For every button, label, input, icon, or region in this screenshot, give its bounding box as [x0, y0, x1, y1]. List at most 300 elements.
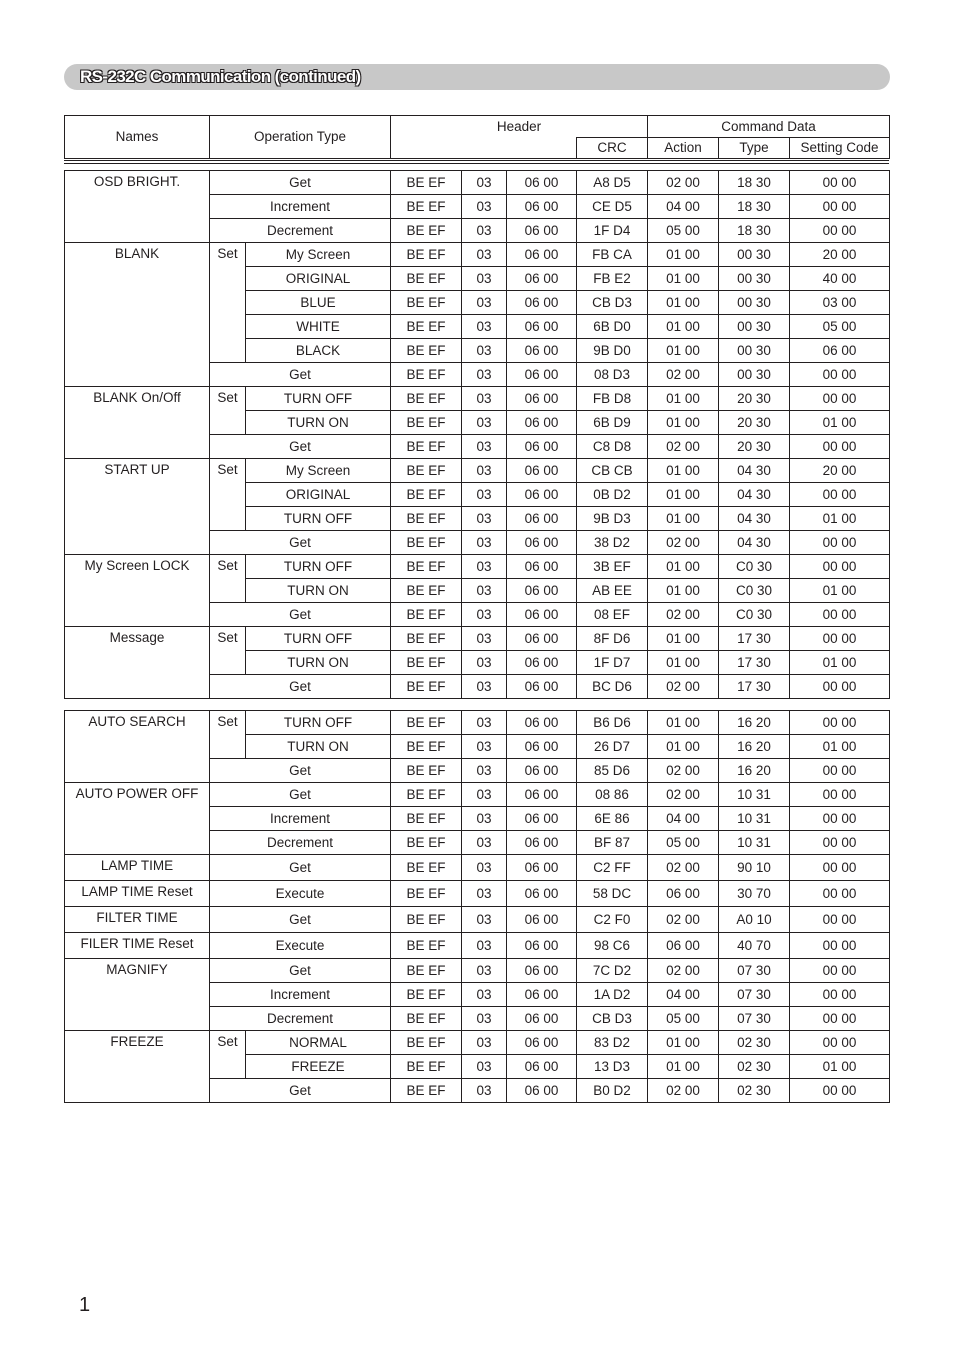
setting-code-cell: 00 00 [790, 933, 890, 959]
section-title: RS-232C Communication (continued) [80, 67, 361, 86]
operation-type-header: Operation Type [210, 116, 391, 159]
type-cell: 10 31 [719, 783, 790, 807]
header-byte-3-cell: 06 00 [507, 219, 577, 243]
type-cell: 18 30 [719, 171, 790, 195]
header-byte-1-cell: BE EF [391, 651, 462, 675]
setting-code-cell: 01 00 [790, 579, 890, 603]
crc-cell: 38 D2 [577, 531, 648, 555]
type-cell: 04 30 [719, 483, 790, 507]
type-cell: 07 30 [719, 959, 790, 983]
header-byte-1-cell: BE EF [391, 1055, 462, 1079]
header-byte-2-cell: 03 [462, 291, 507, 315]
action-cell: 01 00 [648, 651, 719, 675]
crc-cell: FB CA [577, 243, 648, 267]
setting-code-cell: 00 00 [790, 983, 890, 1007]
table-body-1 [65, 171, 890, 699]
table-row [65, 387, 890, 411]
type-cell: C0 30 [719, 555, 790, 579]
crc-cell: BF 87 [577, 831, 648, 855]
command-name-cell: FREEZE [65, 1031, 210, 1103]
setting-code-cell: 00 00 [790, 219, 890, 243]
action-cell: 02 00 [648, 435, 719, 459]
header-byte-1-cell: BE EF [391, 711, 462, 735]
set-label-cell: Set [210, 459, 246, 531]
command-name-cell: MAGNIFY [65, 959, 210, 1031]
sub-operation-cell: TURN ON [246, 651, 391, 675]
header-byte-1-cell: BE EF [391, 1031, 462, 1055]
header-byte-1-cell: BE EF [391, 783, 462, 807]
action-cell: 01 00 [648, 459, 719, 483]
action-cell: 01 00 [648, 315, 719, 339]
type-header: Type [719, 138, 790, 159]
type-cell: 40 70 [719, 933, 790, 959]
crc-cell: 13 D3 [577, 1055, 648, 1079]
header-byte-2-cell: 03 [462, 881, 507, 907]
header-byte-1-cell: BE EF [391, 933, 462, 959]
action-cell: 02 00 [648, 959, 719, 983]
header-byte-2-cell: 03 [462, 1031, 507, 1055]
type-cell: 07 30 [719, 983, 790, 1007]
sub-operation-cell: TURN OFF [246, 387, 391, 411]
setting-code-cell: 06 00 [790, 339, 890, 363]
crc-cell: 3B EF [577, 555, 648, 579]
crc-cell: 8F D6 [577, 627, 648, 651]
action-cell: 01 00 [648, 507, 719, 531]
page-number: 1 [79, 1294, 91, 1316]
operation-cell: Get [210, 171, 391, 195]
set-label-cell: Set [210, 627, 246, 675]
type-cell: 16 20 [719, 759, 790, 783]
action-cell: 01 00 [648, 579, 719, 603]
table-row [65, 933, 890, 959]
setting-code-cell: 20 00 [790, 243, 890, 267]
command-name-cell: OSD BRIGHT. [65, 171, 210, 243]
action-cell: 02 00 [648, 783, 719, 807]
type-cell: 18 30 [719, 219, 790, 243]
set-label-cell: Set [210, 243, 246, 363]
header-byte-3-cell: 06 00 [507, 881, 577, 907]
header-byte-1-cell: BE EF [391, 483, 462, 507]
header-byte-1-cell: BE EF [391, 219, 462, 243]
action-cell: 01 00 [648, 711, 719, 735]
action-cell: 01 00 [648, 411, 719, 435]
type-cell: 04 30 [719, 531, 790, 555]
header-byte-3-cell: 06 00 [507, 387, 577, 411]
action-cell: 05 00 [648, 1007, 719, 1031]
action-cell: 01 00 [648, 735, 719, 759]
header-byte-1-cell: BE EF [391, 983, 462, 1007]
setting-code-cell: 00 00 [790, 907, 890, 933]
type-cell: 02 30 [719, 1055, 790, 1079]
action-cell: 01 00 [648, 483, 719, 507]
crc-cell: B6 D6 [577, 711, 648, 735]
action-cell: 01 00 [648, 387, 719, 411]
header-byte-2-cell: 03 [462, 555, 507, 579]
command-name-cell: AUTO POWER OFF [65, 783, 210, 855]
header-byte-1-cell: BE EF [391, 339, 462, 363]
header-byte-1-cell: BE EF [391, 435, 462, 459]
crc-cell: CB D3 [577, 1007, 648, 1031]
type-cell: 07 30 [719, 1007, 790, 1031]
command-table-1 [64, 170, 890, 699]
header-byte-3-cell: 06 00 [507, 291, 577, 315]
type-cell: 90 10 [719, 855, 790, 881]
header-byte-2-cell: 03 [462, 267, 507, 291]
type-cell: 17 30 [719, 627, 790, 651]
header-byte-2-cell: 03 [462, 1055, 507, 1079]
header-byte-2-cell: 03 [462, 243, 507, 267]
setting-code-cell: 00 00 [790, 387, 890, 411]
header-byte-2-cell: 03 [462, 907, 507, 933]
setting-code-cell: 01 00 [790, 411, 890, 435]
type-cell: 00 30 [719, 339, 790, 363]
crc-cell: 85 D6 [577, 759, 648, 783]
setting-code-cell: 01 00 [790, 735, 890, 759]
action-cell: 05 00 [648, 219, 719, 243]
operation-cell: Increment [210, 983, 391, 1007]
header-byte-3-cell: 06 00 [507, 267, 577, 291]
sub-operation-cell: BLUE [246, 291, 391, 315]
sub-operation-cell: My Screen [246, 243, 391, 267]
crc-cell: 9B D0 [577, 339, 648, 363]
header-byte-2-cell: 03 [462, 983, 507, 1007]
header-byte-3-cell: 06 00 [507, 651, 577, 675]
type-cell: 00 30 [719, 243, 790, 267]
header-byte-1-cell: BE EF [391, 315, 462, 339]
header-byte-2-cell: 03 [462, 411, 507, 435]
header-byte-3-cell: 06 00 [507, 435, 577, 459]
table-row [65, 959, 890, 983]
setting-code-cell: 00 00 [790, 783, 890, 807]
header-byte-3-cell: 06 00 [507, 195, 577, 219]
crc-cell: 0B D2 [577, 483, 648, 507]
type-cell: 00 30 [719, 363, 790, 387]
type-cell: 20 30 [719, 411, 790, 435]
sub-operation-cell: ORIGINAL [246, 483, 391, 507]
header-byte-3-cell: 06 00 [507, 171, 577, 195]
type-cell: 18 30 [719, 195, 790, 219]
setting-code-cell: 00 00 [790, 807, 890, 831]
action-cell: 02 00 [648, 855, 719, 881]
set-label-cell: Set [210, 711, 246, 759]
header-byte-3-cell: 06 00 [507, 783, 577, 807]
header-byte-1-cell: BE EF [391, 907, 462, 933]
command-name-cell: BLANK On/Off [65, 387, 210, 459]
header-byte-3-cell: 06 00 [507, 243, 577, 267]
type-cell: A0 10 [719, 907, 790, 933]
sub-operation-cell: WHITE [246, 315, 391, 339]
action-cell: 01 00 [648, 1055, 719, 1079]
crc-cell: CB D3 [577, 291, 648, 315]
header-byte-3-cell: 06 00 [507, 579, 577, 603]
header-byte-2-cell: 03 [462, 171, 507, 195]
crc-cell: 1F D7 [577, 651, 648, 675]
command-name-cell: LAMP TIME Reset [65, 881, 210, 907]
header-byte-3-cell: 06 00 [507, 1031, 577, 1055]
header-byte-1-cell: BE EF [391, 831, 462, 855]
header-byte-2-cell: 03 [462, 435, 507, 459]
setting-code-cell: 05 00 [790, 315, 890, 339]
setting-code-cell: 00 00 [790, 1031, 890, 1055]
header-byte-2-cell: 03 [462, 387, 507, 411]
header-byte-1-cell: BE EF [391, 291, 462, 315]
crc-header: CRC [577, 138, 648, 159]
setting-code-cell: 01 00 [790, 651, 890, 675]
header-byte-2-cell: 03 [462, 651, 507, 675]
crc-cell: 6B D9 [577, 411, 648, 435]
setting-code-cell: 01 00 [790, 1055, 890, 1079]
setting-code-cell: 00 00 [790, 1007, 890, 1031]
header-divider-line [64, 163, 889, 164]
header-byte-3-cell: 06 00 [507, 603, 577, 627]
header-byte-1-cell: BE EF [391, 603, 462, 627]
operation-cell: Get [210, 907, 391, 933]
action-cell: 02 00 [648, 907, 719, 933]
header-byte-1-cell: BE EF [391, 195, 462, 219]
header-byte-2-cell: 03 [462, 855, 507, 881]
header-byte-3-cell: 06 00 [507, 483, 577, 507]
header-byte-3-cell: 06 00 [507, 1007, 577, 1031]
setting-code-cell: 00 00 [790, 603, 890, 627]
setting-code-cell: 00 00 [790, 555, 890, 579]
command-name-cell: BLANK [65, 243, 210, 387]
action-cell: 01 00 [648, 627, 719, 651]
setting-code-cell: 00 00 [790, 1079, 890, 1103]
command-name-cell: START UP [65, 459, 210, 555]
crc-cell: 08 D3 [577, 363, 648, 387]
header-byte-3-cell: 06 00 [507, 315, 577, 339]
sub-operation-cell: My Screen [246, 459, 391, 483]
type-cell: C0 30 [719, 603, 790, 627]
header-byte-2-cell: 03 [462, 315, 507, 339]
setting-code-cell: 00 00 [790, 855, 890, 881]
action-cell: 01 00 [648, 339, 719, 363]
operation-cell: Get [210, 603, 391, 627]
header-blank-cell [391, 138, 577, 159]
operation-cell: Execute [210, 881, 391, 907]
header-byte-3-cell: 06 00 [507, 759, 577, 783]
command-name-cell: LAMP TIME [65, 855, 210, 881]
type-cell: 20 30 [719, 387, 790, 411]
setting-code-cell: 40 00 [790, 267, 890, 291]
type-cell: 00 30 [719, 291, 790, 315]
crc-cell: 58 DC [577, 881, 648, 907]
sub-operation-cell: BLACK [246, 339, 391, 363]
header-byte-2-cell: 03 [462, 507, 507, 531]
command-name-cell: Message [65, 627, 210, 699]
header-byte-3-cell: 06 00 [507, 459, 577, 483]
header-byte-3-cell: 06 00 [507, 1079, 577, 1103]
setting-code-cell: 01 00 [790, 507, 890, 531]
header-byte-1-cell: BE EF [391, 675, 462, 699]
type-cell: 10 31 [719, 831, 790, 855]
type-cell: 00 30 [719, 267, 790, 291]
setting-code-cell: 00 00 [790, 363, 890, 387]
setting-code-cell: 00 00 [790, 675, 890, 699]
type-cell: 00 30 [719, 315, 790, 339]
action-cell: 02 00 [648, 675, 719, 699]
header-byte-1-cell: BE EF [391, 579, 462, 603]
operation-cell: Get [210, 783, 391, 807]
command-name-cell: FILTER TIME [65, 907, 210, 933]
setting-code-cell: 20 00 [790, 459, 890, 483]
header-byte-3-cell: 06 00 [507, 907, 577, 933]
operation-cell: Decrement [210, 1007, 391, 1031]
sub-operation-cell: TURN OFF [246, 555, 391, 579]
table-row [65, 855, 890, 881]
action-cell: 06 00 [648, 933, 719, 959]
crc-cell: 6E 86 [577, 807, 648, 831]
setting-code-cell: 00 00 [790, 627, 890, 651]
header-byte-3-cell: 06 00 [507, 1055, 577, 1079]
operation-cell: Get [210, 531, 391, 555]
action-cell: 02 00 [648, 603, 719, 627]
header-byte-2-cell: 03 [462, 735, 507, 759]
set-label-cell: Set [210, 555, 246, 603]
type-cell: 04 30 [719, 459, 790, 483]
header-byte-1-cell: BE EF [391, 459, 462, 483]
table-row [65, 459, 890, 483]
crc-cell: FB D8 [577, 387, 648, 411]
type-cell: 04 30 [719, 507, 790, 531]
header-byte-2-cell: 03 [462, 959, 507, 983]
header-byte-1-cell: BE EF [391, 555, 462, 579]
crc-cell: 98 C6 [577, 933, 648, 959]
header-byte-3-cell: 06 00 [507, 507, 577, 531]
crc-cell: FB E2 [577, 267, 648, 291]
header-byte-3-cell: 06 00 [507, 711, 577, 735]
action-header: Action [648, 138, 719, 159]
header-byte-1-cell: BE EF [391, 531, 462, 555]
header-byte-2-cell: 03 [462, 579, 507, 603]
header-byte-1-cell: BE EF [391, 735, 462, 759]
type-cell: 02 30 [719, 1031, 790, 1055]
header-byte-2-cell: 03 [462, 459, 507, 483]
header-byte-2-cell: 03 [462, 627, 507, 651]
operation-cell: Get [210, 363, 391, 387]
table-row [65, 711, 890, 735]
action-cell: 01 00 [648, 555, 719, 579]
crc-cell: 08 86 [577, 783, 648, 807]
header-byte-2-cell: 03 [462, 339, 507, 363]
action-cell: 01 00 [648, 243, 719, 267]
sub-operation-cell: FREEZE [246, 1055, 391, 1079]
action-cell: 02 00 [648, 759, 719, 783]
header-byte-3-cell: 06 00 [507, 933, 577, 959]
header-byte-3-cell: 06 00 [507, 735, 577, 759]
header-byte-1-cell: BE EF [391, 1007, 462, 1031]
header-byte-3-cell: 06 00 [507, 627, 577, 651]
header-byte-1-cell: BE EF [391, 243, 462, 267]
sub-operation-cell: TURN OFF [246, 507, 391, 531]
header-byte-2-cell: 03 [462, 1007, 507, 1031]
header-byte-1-cell: BE EF [391, 171, 462, 195]
operation-cell: Get [210, 675, 391, 699]
setting-code-cell: 00 00 [790, 531, 890, 555]
header-byte-3-cell: 06 00 [507, 411, 577, 435]
header-byte-2-cell: 03 [462, 807, 507, 831]
header-byte-2-cell: 03 [462, 1079, 507, 1103]
header-divider-line [64, 160, 889, 161]
header-byte-2-cell: 03 [462, 675, 507, 699]
type-cell: C0 30 [719, 579, 790, 603]
crc-cell: 26 D7 [577, 735, 648, 759]
action-cell: 01 00 [648, 267, 719, 291]
crc-cell: CE D5 [577, 195, 648, 219]
header-byte-1-cell: BE EF [391, 855, 462, 881]
operation-cell: Decrement [210, 219, 391, 243]
header-byte-3-cell: 06 00 [507, 555, 577, 579]
setting-code-cell: 00 00 [790, 831, 890, 855]
crc-cell: C8 D8 [577, 435, 648, 459]
header-byte-1-cell: BE EF [391, 627, 462, 651]
action-cell: 01 00 [648, 1031, 719, 1055]
setting-code-cell: 00 00 [790, 711, 890, 735]
table-body-2 [65, 711, 890, 1103]
operation-cell: Decrement [210, 831, 391, 855]
crc-cell: 7C D2 [577, 959, 648, 983]
header-byte-2-cell: 03 [462, 195, 507, 219]
sub-operation-cell: TURN OFF [246, 711, 391, 735]
header-header: Header [391, 116, 648, 138]
action-cell: 01 00 [648, 291, 719, 315]
action-cell: 02 00 [648, 1079, 719, 1103]
header-byte-3-cell: 06 00 [507, 675, 577, 699]
header-byte-2-cell: 03 [462, 933, 507, 959]
header-byte-1-cell: BE EF [391, 507, 462, 531]
crc-cell: AB EE [577, 579, 648, 603]
crc-cell: C2 F0 [577, 907, 648, 933]
operation-cell: Get [210, 435, 391, 459]
crc-cell: 83 D2 [577, 1031, 648, 1055]
crc-cell: 08 EF [577, 603, 648, 627]
type-cell: 10 31 [719, 807, 790, 831]
column-header-table [64, 115, 890, 159]
type-cell: 17 30 [719, 651, 790, 675]
action-cell: 04 00 [648, 195, 719, 219]
sub-operation-cell: TURN ON [246, 735, 391, 759]
header-byte-1-cell: BE EF [391, 807, 462, 831]
header-byte-1-cell: BE EF [391, 387, 462, 411]
operation-cell: Get [210, 959, 391, 983]
table-row [65, 907, 890, 933]
setting-code-cell: 00 00 [790, 483, 890, 507]
header-byte-2-cell: 03 [462, 783, 507, 807]
header-byte-2-cell: 03 [462, 603, 507, 627]
table-row [65, 171, 890, 195]
set-label-cell: Set [210, 387, 246, 435]
header-byte-2-cell: 03 [462, 483, 507, 507]
sub-operation-cell: ORIGINAL [246, 267, 391, 291]
command-table-2 [64, 710, 890, 1103]
header-byte-1-cell: BE EF [391, 759, 462, 783]
header-byte-1-cell: BE EF [391, 959, 462, 983]
sub-operation-cell: TURN ON [246, 411, 391, 435]
operation-cell: Get [210, 855, 391, 881]
header-byte-2-cell: 03 [462, 711, 507, 735]
type-cell: 02 30 [719, 1079, 790, 1103]
names-header: Names [65, 116, 210, 159]
header-byte-3-cell: 06 00 [507, 339, 577, 363]
header-byte-1-cell: BE EF [391, 363, 462, 387]
action-cell: 04 00 [648, 983, 719, 1007]
command-name-cell: My Screen LOCK [65, 555, 210, 627]
setting-code-cell: 00 00 [790, 171, 890, 195]
action-cell: 06 00 [648, 881, 719, 907]
table-row [65, 783, 890, 807]
setting-code-cell: 00 00 [790, 759, 890, 783]
setting-code-cell: 00 00 [790, 881, 890, 907]
